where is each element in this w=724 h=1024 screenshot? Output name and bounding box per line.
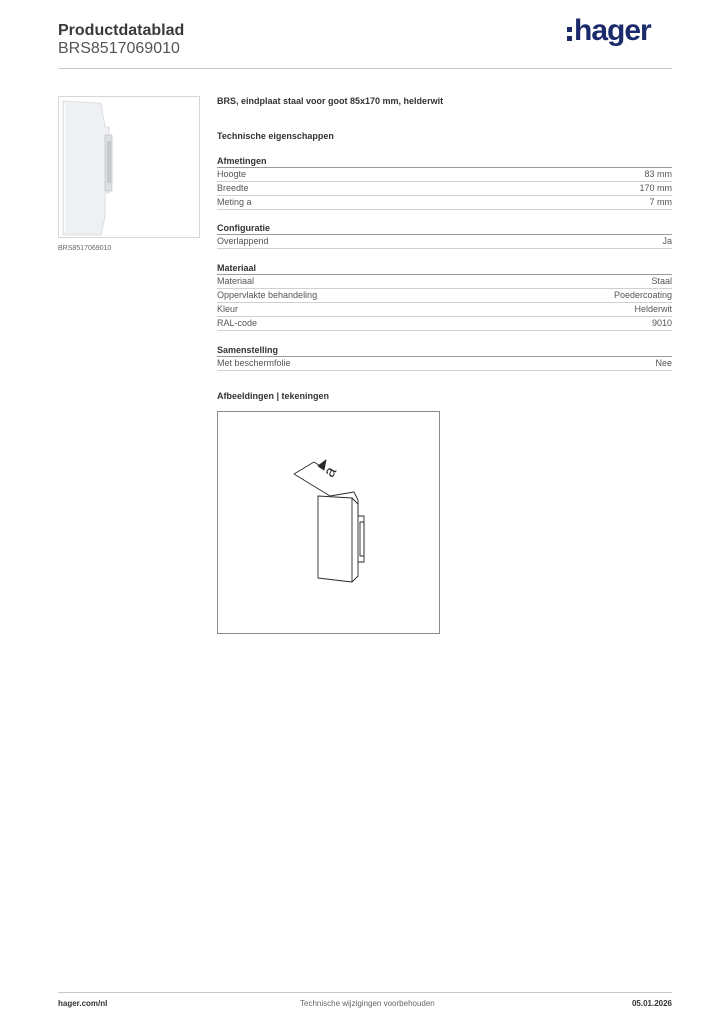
dimension-label: a (320, 463, 341, 481)
logo-dots-icon (567, 27, 572, 41)
footer-date: 05.01.2026 (631, 999, 672, 1008)
footer-website[interactable]: hager.com/nl (58, 999, 108, 1008)
row-value: Nee (655, 358, 672, 368)
hager-logo (567, 14, 651, 48)
section-title: Afmetingen (217, 155, 672, 168)
footer-disclaimer: Technische wijzigingen voorbehouden (300, 999, 435, 1008)
end-plate-drawing-icon (218, 412, 439, 633)
row-value: Ja (662, 236, 672, 246)
row-label: RAL-code (217, 318, 258, 328)
section-composition (217, 344, 672, 371)
table-row (217, 168, 672, 182)
row-value: Poedercoating (613, 290, 672, 300)
product-code: BRS8517069010 (58, 40, 180, 57)
row-label: Oppervlakte behandeling (217, 290, 318, 300)
row-label: Met beschermfolie (217, 358, 291, 368)
row-value: 170 mm (639, 183, 672, 193)
product-thumbnail (58, 96, 200, 238)
table-row (217, 182, 672, 196)
section-configuration (217, 222, 672, 249)
row-label: Overlappend (217, 236, 269, 246)
table-row (217, 289, 672, 303)
row-label: Breedte (217, 183, 249, 193)
images-heading: Afbeeldingen | tekeningen (217, 391, 330, 401)
row-label: Kleur (217, 304, 239, 314)
row-label: Hoogte (217, 169, 247, 179)
row-value: 83 mm (644, 169, 672, 179)
section-dimensions (217, 155, 672, 210)
table-row (217, 235, 672, 249)
section-title: Materiaal (217, 262, 672, 275)
technical-properties-heading: Technische eigenschappen (217, 131, 334, 141)
section-title: Samenstelling (217, 344, 672, 357)
section-material (217, 262, 672, 331)
table-row (217, 357, 672, 371)
section-title: Configuratie (217, 222, 672, 235)
row-value: Staal (651, 276, 672, 286)
row-value: 7 mm (649, 197, 672, 207)
row-value: Helderwit (634, 304, 672, 314)
table-row (217, 275, 672, 289)
technical-drawing (217, 411, 440, 634)
table-row (217, 196, 672, 210)
product-description: BRS, eindplaat staal voor goot 85x170 mm, helderwit (217, 96, 444, 106)
end-plate-photo-icon (59, 97, 199, 237)
row-value: 9010 (651, 318, 672, 328)
header-divider (58, 68, 672, 69)
page-title: Productdatablad (58, 22, 185, 39)
thumbnail-caption: BRS8517069010 (58, 245, 112, 252)
logo-text: hager (574, 14, 651, 47)
table-row (217, 317, 672, 331)
footer-divider (58, 992, 672, 993)
row-label: Meting a (217, 197, 252, 207)
row-label: Materiaal (217, 276, 255, 286)
table-row (217, 303, 672, 317)
